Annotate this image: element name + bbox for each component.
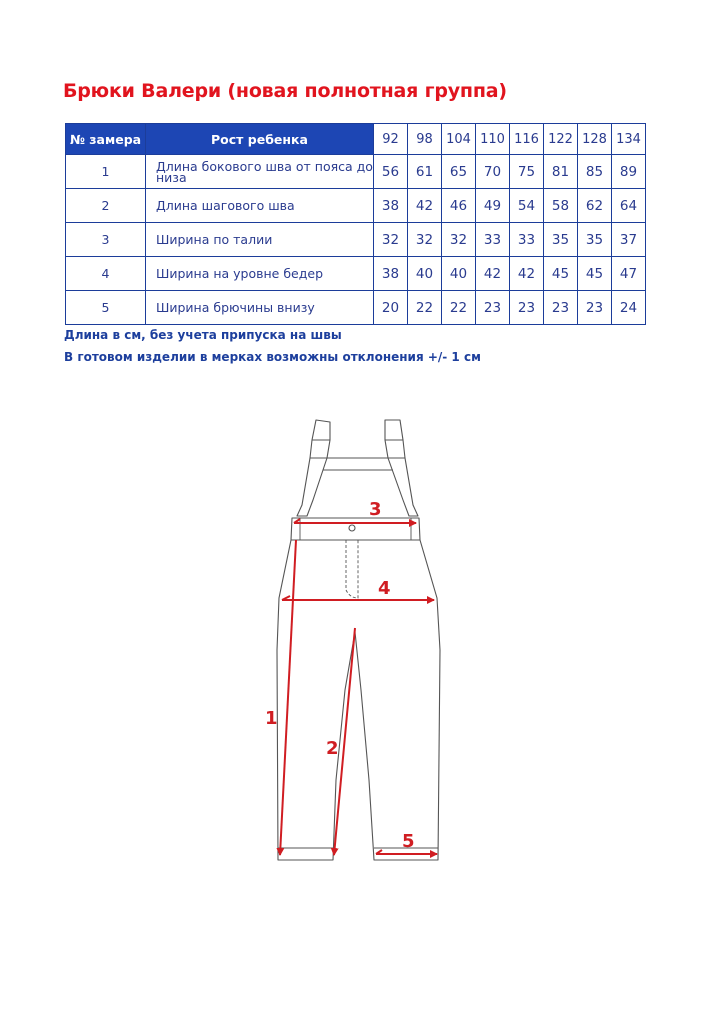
header-size-92: 92 (374, 124, 408, 155)
measure-value: 38 (374, 189, 408, 223)
table-row (66, 155, 646, 189)
measure-label-3: 3 (369, 499, 382, 520)
measure-value: 89 (612, 155, 646, 189)
measure-value: 58 (544, 189, 578, 223)
measure-value: 64 (612, 189, 646, 223)
header-size-116: 116 (510, 124, 544, 155)
measure-value: 32 (408, 223, 442, 257)
measure-value: 81 (544, 155, 578, 189)
header-size-104: 104 (442, 124, 476, 155)
left-strap (297, 420, 330, 516)
measure-value: 22 (408, 291, 442, 325)
table-row (66, 257, 646, 291)
measure-value: 85 (578, 155, 612, 189)
size-table (65, 123, 646, 325)
table-row (66, 189, 646, 223)
table-header-row (66, 124, 646, 155)
measure-value: 20 (374, 291, 408, 325)
measure-number: 1 (66, 155, 146, 189)
measure-value: 22 (442, 291, 476, 325)
measure-value: 62 (578, 189, 612, 223)
measure-label-4: 4 (378, 578, 391, 599)
measure-value: 33 (510, 223, 544, 257)
measure-value: 23 (476, 291, 510, 325)
measure-name: Длина шагового шва (146, 189, 374, 223)
measure-value: 45 (544, 257, 578, 291)
measure-value: 45 (578, 257, 612, 291)
header-size-98: 98 (408, 124, 442, 155)
measure-value: 70 (476, 155, 510, 189)
measure-value: 47 (612, 257, 646, 291)
page-title: Брюки Валери (новая полнотная группа) (63, 80, 507, 102)
measure-value: 65 (442, 155, 476, 189)
table-row (66, 291, 646, 325)
measure-name: Длина бокового шва от пояса до низа (146, 155, 374, 189)
note-units: Длина в см, без учета припуска на швы (64, 328, 342, 342)
measure-value: 37 (612, 223, 646, 257)
measure-value: 40 (408, 257, 442, 291)
measure-value: 40 (442, 257, 476, 291)
measure-value: 54 (510, 189, 544, 223)
measure-value: 42 (476, 257, 510, 291)
measure-value: 32 (442, 223, 476, 257)
measure-label-1: 1 (265, 708, 278, 729)
note-tolerance: В готовом изделии в мерках возможны отклонения +/- 1 см (64, 350, 481, 364)
measure-value: 75 (510, 155, 544, 189)
waistband (291, 518, 420, 540)
measure-value: 23 (544, 291, 578, 325)
measurement-lines (280, 519, 437, 855)
measure-value: 46 (442, 189, 476, 223)
measure-value: 35 (544, 223, 578, 257)
measure-number: 5 (66, 291, 146, 325)
header-size-110: 110 (476, 124, 510, 155)
measure-name: Ширина на уровне бедер (146, 257, 374, 291)
table-row (66, 223, 646, 257)
measure-value: 33 (476, 223, 510, 257)
measure-value: 42 (408, 189, 442, 223)
header-child-height: Рост ребенка (146, 124, 374, 155)
measure-value: 61 (408, 155, 442, 189)
measure-label-5: 5 (402, 831, 415, 852)
garment-outline (277, 420, 440, 860)
button (349, 525, 355, 531)
measure-value: 23 (510, 291, 544, 325)
measure-number: 2 (66, 189, 146, 223)
measure-value: 32 (374, 223, 408, 257)
measure-value: 56 (374, 155, 408, 189)
measure-value: 23 (578, 291, 612, 325)
right-strap (385, 420, 418, 516)
measure-label-2: 2 (326, 738, 339, 759)
measure-number: 3 (66, 223, 146, 257)
header-measure-number: № замера (66, 124, 146, 155)
measure-value: 38 (374, 257, 408, 291)
measure-value: 24 (612, 291, 646, 325)
measure-name: Ширина по талии (146, 223, 374, 257)
measure-value: 35 (578, 223, 612, 257)
measure-number: 4 (66, 257, 146, 291)
measure-line-side-seam (280, 540, 296, 855)
trousers-body (277, 540, 440, 860)
header-size-122: 122 (544, 124, 578, 155)
measure-name: Ширина брючины внизу (146, 291, 374, 325)
overalls-diagram (0, 400, 709, 900)
header-size-134: 134 (612, 124, 646, 155)
measure-value: 49 (476, 189, 510, 223)
measure-value: 42 (510, 257, 544, 291)
header-size-128: 128 (578, 124, 612, 155)
